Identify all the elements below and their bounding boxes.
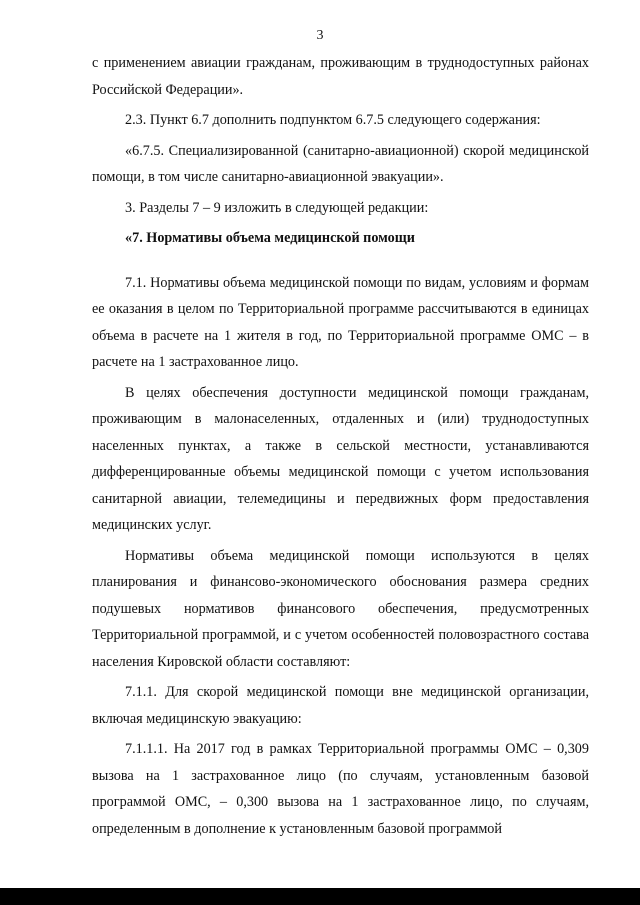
paragraph-7-1-1: 7.1.1. Для скорой медицинской помощи вне медицинской организации, включая медицинскую эвакуацию:	[92, 684, 589, 727]
paragraph-normatives: Нормативы объема медицинской помощи используются в целях планирования и финансово-экономического обоснования размера средних подушевых нормативов финансового обеспечения, предусмотренных Территориальной программой, и с учетом особенностей половозрастного состава населения Кировской области составляют:	[92, 547, 589, 670]
section-heading-7: «7. Нормативы объема медицинской помощи	[125, 230, 415, 246]
paragraph-6-7-5: «6.7.5. Специализированной (санитарно-авиационной) скорой медицинской помощи, в том числе санитарно-авиационной эвакуации».	[92, 142, 589, 185]
paragraph-continuation: с применением авиации гражданам, проживающим в труднодоступных районах Российской Федерации».	[92, 55, 589, 98]
page-number: 3	[316, 28, 324, 43]
paragraph-2-3: 2.3. Пункт 6.7 дополнить подпунктом 6.7.5 следующего содержания:	[125, 112, 541, 128]
scan-bottom-edge	[0, 888, 640, 905]
paragraph-7-1: 7.1. Нормативы объема медицинской помощи по видам, условиям и формам ее оказания в целом по Территориальной программе рассчитываются в единицах объема в расчете на 1 жителя в год, по Территориальной программе ОМС – в расчете на 1 застрахованное лицо.	[92, 274, 589, 370]
document-body	[92, 50, 589, 842]
paragraph-3: 3. Разделы 7 – 9 изложить в следующей редакции:	[125, 199, 429, 216]
paragraph-7-1-1-1: 7.1.1.1. На 2017 год в рамках Территориальной программы ОМС – 0,309 вызова на 1 застрахованное лицо (по случаям, установленным базовой программой ОМС, – 0,300 вызова на 1 застрахованное лицо, по случаям, определенным в дополнение к установленным базовой программой	[92, 741, 589, 837]
paragraph-accessibility: В целях обеспечения доступности медицинской помощи гражданам, проживающим в малонаселенных, отдаленных и (или) труднодоступных населенных пунктах, а также в сельской местности, устанавливаются дифференцированные объемы медицинской помощи с учетом использования санитарной авиации, телемедицины и передвижных форм предоставления медицинских услуг.	[92, 384, 589, 533]
